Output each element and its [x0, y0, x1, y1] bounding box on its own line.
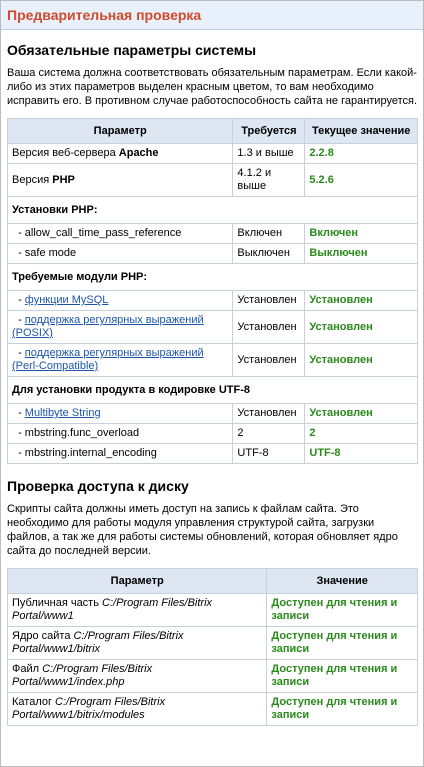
current-value: Установлен: [305, 311, 418, 344]
current-value: Установлен: [305, 344, 418, 377]
table-row: [8, 660, 418, 693]
required-value: 1.3 и выше: [233, 144, 305, 164]
section-title: Установки PHP:: [8, 197, 418, 224]
table-row: [8, 404, 418, 424]
param-label: Каталог C:/Program Files/Bitrix Portal/www1/bitrix/modules: [8, 693, 267, 726]
param-label: Версия PHP: [8, 164, 233, 197]
current-value: Включен: [305, 224, 418, 244]
param-label: - safe mode: [8, 244, 233, 264]
access-value: Доступен для чтения и записи: [267, 627, 418, 660]
table-row: [8, 444, 418, 464]
system-description: Ваша система должна соответствовать обязательным параметрам. Если какой-либо из этих параметров выделен красным цветом, то вам необходимо исправить его. В противном случае работоспособность сайта не гарантируется.: [7, 67, 417, 107]
access-value: Доступен для чтения и записи: [267, 693, 418, 726]
required-value: Установлен: [233, 291, 305, 311]
param-label: - поддержка регулярных выражений (Perl-Compatible): [8, 344, 233, 377]
module-link-mysql[interactable]: функции MySQL: [24, 294, 109, 306]
current-value: Установлен: [305, 404, 418, 424]
content: [1, 42, 423, 726]
col-param: Параметр: [8, 569, 267, 594]
module-link-posix[interactable]: поддержка регулярных выражений (POSIX): [12, 314, 204, 339]
param-label: Версия веб-сервера Apache: [8, 144, 233, 164]
table-row: [8, 594, 418, 627]
param-label: - функции MySQL: [8, 291, 233, 311]
table-header-row: [8, 569, 418, 594]
current-value: Выключен: [305, 244, 418, 264]
table-row: [8, 424, 418, 444]
required-value: Включен: [233, 224, 305, 244]
param-label: - поддержка регулярных выражений (POSIX): [8, 311, 233, 344]
param-label: - mbstring.func_overload: [8, 424, 233, 444]
col-required: Требуется: [233, 119, 305, 144]
table-row-php: [8, 164, 418, 197]
table-header-row: [8, 119, 418, 144]
table-row-apache: [8, 144, 418, 164]
current-value: 5.2.6: [305, 164, 418, 197]
required-value: Установлен: [233, 344, 305, 377]
section-title: Для установки продукта в кодировке UTF-8: [8, 377, 418, 404]
required-value: Установлен: [233, 404, 305, 424]
access-value: Доступен для чтения и записи: [267, 660, 418, 693]
system-heading: Обязательные параметры системы: [7, 42, 257, 58]
current-value: UTF-8: [305, 444, 418, 464]
param-label: - Multibyte String: [8, 404, 233, 424]
module-link-mbstring[interactable]: Multibyte String: [24, 407, 101, 419]
table-row: [8, 311, 418, 344]
section-php-settings: [8, 197, 418, 224]
col-value: Значение: [267, 569, 418, 594]
disk-heading: Проверка доступа к диску: [7, 478, 189, 494]
required-value: 2: [233, 424, 305, 444]
required-value: 4.1.2 и выше: [233, 164, 305, 197]
param-label: - allow_call_time_pass_reference: [8, 224, 233, 244]
current-value: Установлен: [305, 291, 418, 311]
table-row: [8, 244, 418, 264]
current-value: 2: [305, 424, 418, 444]
param-label: Ядро сайта C:/Program Files/Bitrix Portal/www1/bitrix: [8, 627, 267, 660]
title-bar: [1, 1, 423, 30]
table-row: [8, 291, 418, 311]
table-row: [8, 344, 418, 377]
access-value: Доступен для чтения и записи: [267, 594, 418, 627]
current-value: 2.2.8: [305, 144, 418, 164]
module-link-pcre[interactable]: поддержка регулярных выражений (Perl-Compatible): [12, 347, 204, 372]
section-title: Требуемые модули PHP:: [8, 264, 418, 291]
table-row: [8, 224, 418, 244]
system-params-table: [7, 118, 418, 464]
required-value: Установлен: [233, 311, 305, 344]
disk-access-table: [7, 568, 418, 726]
param-label: Файл C:/Program Files/Bitrix Portal/www1/index.php: [8, 660, 267, 693]
disk-description: Скрипты сайта должны иметь доступ на запись к файлам сайта. Это необходимо для работы модуля управления структурой сайта, загрузки файлов, а так же для работы системы обновлений, которая обновляет ядро сайта до последней версии.: [7, 503, 398, 557]
page-title: Предварительная проверка: [7, 7, 202, 23]
table-row: [8, 693, 418, 726]
section-utf8: [8, 377, 418, 404]
section-php-modules: [8, 264, 418, 291]
param-label: Публичная часть C:/Program Files/Bitrix Portal/www1: [8, 594, 267, 627]
col-current: Текущее значение: [305, 119, 418, 144]
table-row: [8, 627, 418, 660]
required-value: UTF-8: [233, 444, 305, 464]
required-value: Выключен: [233, 244, 305, 264]
col-param: Параметр: [8, 119, 233, 144]
param-label: - mbstring.internal_encoding: [8, 444, 233, 464]
